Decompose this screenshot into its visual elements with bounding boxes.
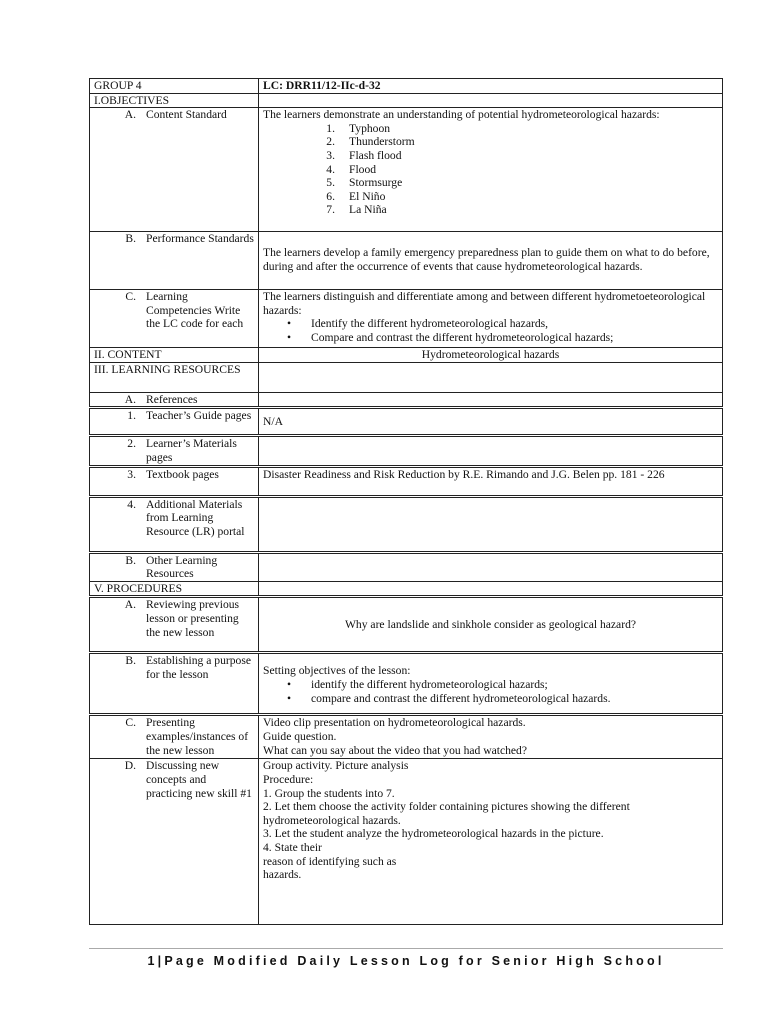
additional-materials-row: 4. Additional Materials from Learning Resource (LR) portal [90, 496, 723, 552]
competency-bullets [263, 317, 718, 344]
learning-competencies-row: C. Learning Competencies Write the LC code for each The learners distinguish and differentiate among and between different hydrometoeteorological hazards: • Identify the different hydrometeorological hazards, • Compare and contrast the different hydrometeorological hazards; [90, 290, 723, 348]
reviewing-value: Why are landslide and sinkhole consider as geological hazard? [259, 597, 723, 653]
hazard-list [263, 122, 718, 217]
performance-standards-row: B. Performance Standards The learners develop a family emergency preparedness plan to guide them on what to do before, during and after the occurrence of events that cause hydrometeorological hazards. [90, 232, 723, 290]
discussing-line: 1. Group the students into 7. [263, 786, 395, 800]
learners-materials-row: 2. Learner’s Materials pages [90, 436, 723, 466]
performance-standards-label: Performance Standards [146, 232, 254, 246]
textbook-row: 3. Textbook pages Disaster Readiness and Risk Reduction by R.E. Rimando and J.G. Belen pp. 181 - 226 [90, 466, 723, 496]
learning-competencies-label: Learning Competencies Write the LC code for each [146, 290, 244, 331]
list-item: 7. La Niña [326, 203, 387, 217]
presenting-line: Guide question. [263, 729, 337, 743]
resources-row [90, 362, 723, 392]
lesson-log-table [89, 78, 723, 925]
other-resources-label: Other Learning Resources [146, 553, 218, 581]
learning-competencies-text: The learners distinguish and differentiate among and between different hydrometoeteorological hazards: [263, 290, 706, 317]
learners-materials-value [259, 436, 723, 466]
references-label: References [146, 392, 198, 406]
references-row: A. References [90, 392, 723, 408]
presenting-line: Video clip presentation on hydrometeorological hazards. [263, 716, 526, 730]
reviewing-label: Reviewing previous lesson or presenting the new lesson [146, 598, 240, 639]
presenting-line: What can you say about the video that you had watched? [263, 743, 527, 757]
list-item: • Identify the different hydrometeorological hazards, [287, 317, 549, 331]
establishing-text: Setting objectives of the lesson: [263, 664, 411, 678]
content-standard-label: Content Standard [146, 108, 227, 122]
presenting-label: Presenting examples/instances of the new lesson [146, 716, 249, 757]
presenting-row: C. Presenting examples/instances of the new lesson Video clip presentation on hydrometeorological hazards. Guide question. What can you say about the video that you had watched? [90, 715, 723, 759]
establishing-row: B. Establishing a purpose for the lesson Setting objectives of the lesson: • identify the different hydrometeorological hazards; • compare and contrast the different hydrometeorological hazards. [90, 653, 723, 715]
list-item: • Compare and contrast the different hydrometeorological hazards; [287, 330, 614, 344]
teachers-guide-label: Teacher’s Guide pages [146, 409, 252, 423]
objectives-title: I.OBJECTIVES [90, 93, 259, 108]
content-value: Hydrometeorological hazards [259, 348, 723, 363]
page-footer: 1|Page Modified Daily Lesson Log for Senior High School [147, 954, 665, 968]
content-standard-text: The learners demonstrate an understanding of potential hydrometeorological hazards: [263, 108, 660, 122]
discussing-line: 4. State their [263, 840, 322, 854]
discussing-line: Group activity. Picture analysis [263, 759, 409, 773]
discussing-line: 3. Let the student analyze the hydrometeorological hazards in the picture. [263, 827, 604, 841]
content-row [90, 348, 723, 363]
resources-title: III. LEARNING RESOURCES [90, 362, 259, 392]
discussing-row: D. Discussing new concepts and practicing new skill #1 Group activity. Picture analysis Procedure: 1. Group the students into 7. 2. Let them choose the activity folder containing pictures showing the different hydrometeorological hazards. 3. Let the student analyze the hydrometeorological hazards in the picture. 4. State their reason of identifying such as hazards. [90, 759, 723, 925]
objectives-row [90, 93, 723, 108]
teachers-guide-row: 1. Teacher’s Guide pages N/A [90, 408, 723, 436]
discussing-line: hazards. [263, 868, 302, 882]
textbook-value: Disaster Readiness and Risk Reduction by R.E. Rimando and J.G. Belen pp. 181 - 226 [259, 466, 723, 496]
list-item: 1. Typhoon [326, 121, 391, 135]
content-standard-row: A. Content Standard The learners demonstrate an understanding of potential hydrometeorological hazards: 1. Typhoon 2. Thunderstorm 3. Flash flood 4. Flood 5. Stormsurge 6. El Niño 7. La Niña [90, 108, 723, 232]
lc-code: LC: DRR11/12-IIc-d-32 [259, 79, 723, 94]
discussing-label: Discussing new concepts and practicing new skill #1 [146, 759, 252, 800]
discussing-line: 2. Let them choose the activity folder containing pictures showing the different hydrometeorological hazards. [263, 800, 630, 827]
list-item: • compare and contrast the different hydrometeorological hazards. [287, 691, 611, 705]
header-row [90, 79, 723, 94]
list-item: 4. Flood [326, 162, 377, 176]
teachers-guide-value: N/A [259, 408, 723, 436]
list-item: 6. El Niño [326, 189, 386, 203]
discussing-line: reason of identifying such as [263, 854, 397, 868]
objective-bullets [263, 678, 718, 705]
textbook-label: Textbook pages [146, 467, 219, 481]
list-item: • identify the different hydrometeorological hazards; [287, 677, 548, 691]
footer-rule [89, 948, 723, 949]
additional-materials-value [259, 496, 723, 552]
procedures-row [90, 581, 723, 597]
list-item: 3. Flash flood [326, 148, 402, 162]
list-item: 5. Stormsurge [326, 176, 403, 190]
reviewing-row: A. Reviewing previous lesson or presenting the new lesson Why are landslide and sinkhole consider as geological hazard? [90, 597, 723, 653]
list-item: 2. Thunderstorm [326, 135, 415, 149]
group-label: GROUP 4 [90, 79, 259, 94]
other-resources-value [259, 552, 723, 581]
performance-standards-text: The learners develop a family emergency preparedness plan to guide them on what to do before, during and after the occurrence of events that cause hydrometeorological hazards. [259, 232, 723, 290]
discussing-line: Procedure: [263, 772, 314, 786]
establishing-label: Establishing a purpose for the lesson [146, 654, 251, 681]
other-resources-row: B. Other Learning Resources [90, 552, 723, 581]
content-title: II. CONTENT [90, 348, 259, 363]
additional-materials-label: Additional Materials from Learning Resource (LR) portal [146, 497, 245, 538]
learners-materials-label: Learner’s Materials pages [146, 437, 237, 464]
procedures-title: V. PROCEDURES [90, 581, 259, 597]
